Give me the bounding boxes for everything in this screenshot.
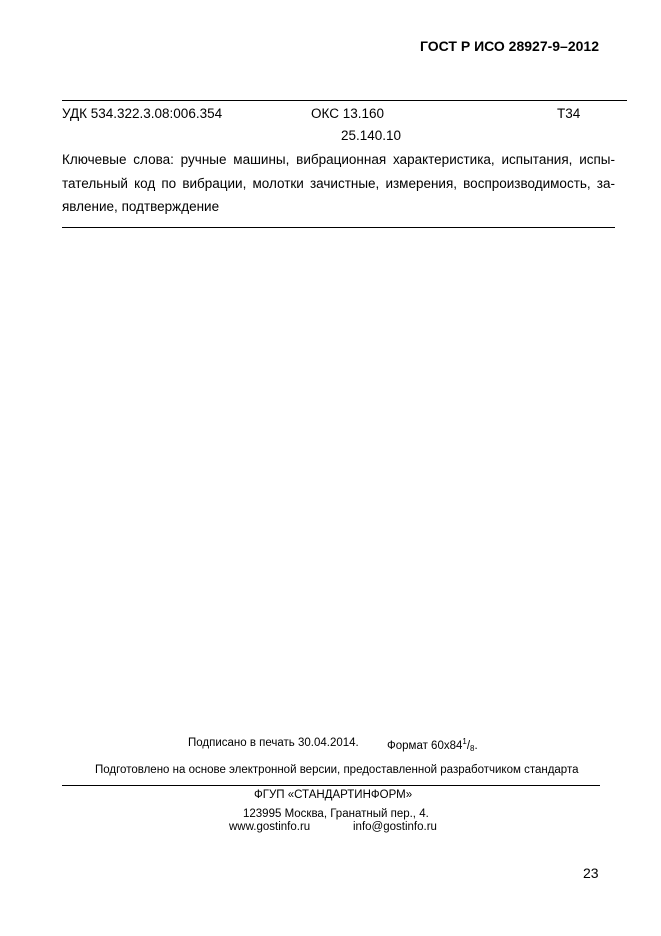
format-denominator: 8: [470, 744, 475, 753]
format-end: .: [474, 740, 478, 752]
format-label: Формат 60х84: [387, 740, 463, 752]
page-number: 23: [583, 865, 599, 881]
signed-date: Подписано в печать 30.04.2014.: [188, 737, 359, 749]
publisher-email[interactable]: info@gostinfo.ru: [353, 821, 437, 833]
top-rule: [62, 100, 627, 101]
print-format: Формат $60х84^1/_8$.: [387, 737, 478, 753]
udk-code: УДК 534.322.3.08:006.354: [62, 106, 223, 121]
publisher-name: ФГУП «СТАНДАРТИНФОРМ»: [254, 789, 413, 801]
oks-code-1: ОКС 13.160: [311, 106, 385, 121]
keywords-line-3: явление, подтверждение: [62, 199, 220, 214]
format-numerator: 1: [462, 737, 467, 746]
publisher-address: 123995 Москва, Гранатный пер., 4.: [243, 808, 429, 820]
keywords-line-2: тательный код по вибрации, молотки зачистные, измерения, воспроизводимость, за-: [62, 175, 615, 191]
keywords-line-1: Ключевые слова: ручные машины, вибрационная характеристика, испытания, испы-: [62, 152, 615, 167]
prepared-note: Подготовлено на основе электронной версии, предоставленной разработчиком стандарта: [95, 764, 579, 776]
keywords-bottom-rule: [62, 227, 615, 228]
imprint-rule: [62, 785, 600, 786]
publisher-website[interactable]: www.gostinfo.ru: [229, 821, 311, 833]
oks-code-2: 25.140.10: [341, 128, 402, 143]
category-code: Т34: [557, 106, 581, 121]
keywords-block: [62, 148, 615, 219]
document-header: ГОСТ Р ИСО 28927-9–2012: [420, 38, 599, 54]
